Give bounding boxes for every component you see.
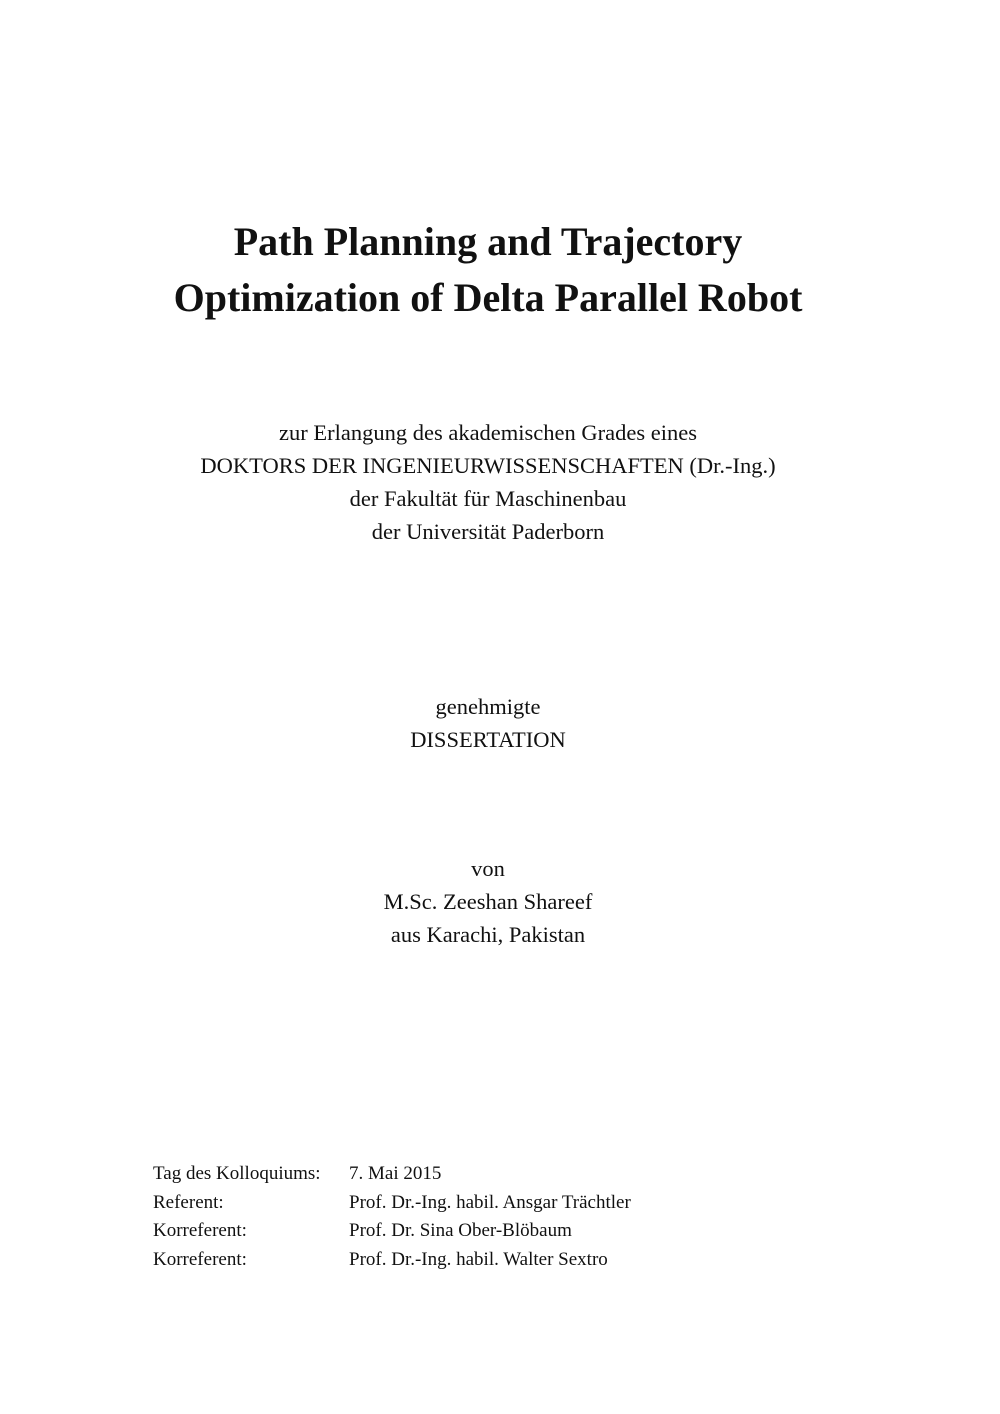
author-origin: aus Karachi, Pakistan — [390, 922, 586, 947]
committee-row — [153, 1160, 631, 1189]
committee-row — [153, 1246, 631, 1275]
author-block — [0, 852, 976, 951]
degree-line-3: der Fakultät für Maschinenbau — [349, 486, 627, 511]
author-von: von — [471, 856, 505, 881]
degree-statement — [0, 416, 976, 548]
committee-label: Korreferent: — [153, 1220, 247, 1241]
degree-line-2: DOKTORS DER INGENIEURWISSENSCHAFTEN (Dr.-Ing.) — [200, 453, 776, 478]
degree-line-4: der Universität Paderborn — [371, 519, 605, 544]
dissertation-title — [0, 214, 976, 326]
committee-value: 7. Mai 2015 — [349, 1163, 442, 1184]
committee-label: Tag des Kolloquiums: — [153, 1163, 321, 1184]
committee-label: Korreferent: — [153, 1248, 247, 1270]
approval-line-1: genehmigte — [435, 694, 541, 719]
committee-row — [153, 1189, 631, 1218]
title-line-1: Path Planning and Trajectory — [233, 219, 743, 264]
committee-table — [153, 1160, 631, 1274]
committee-label: Referent: — [153, 1191, 224, 1213]
approval-statement — [0, 690, 976, 756]
committee-row — [153, 1217, 631, 1246]
committee-value: Prof. Dr.-Ing. habil. Walter Sextro — [349, 1248, 608, 1270]
title-line-2: Optimization of Delta Parallel Robot — [173, 275, 803, 320]
committee-value: Prof. Dr. Sina Ober-Blöbaum — [349, 1220, 572, 1241]
committee-value: Prof. Dr.-Ing. habil. Ansgar Trächtler — [349, 1191, 631, 1213]
approval-line-2: DISSERTATION — [410, 727, 566, 752]
degree-line-1: zur Erlangung des akademischen Grades eines — [279, 420, 697, 445]
author-name: M.Sc. Zeeshan Shareef — [383, 889, 593, 914]
